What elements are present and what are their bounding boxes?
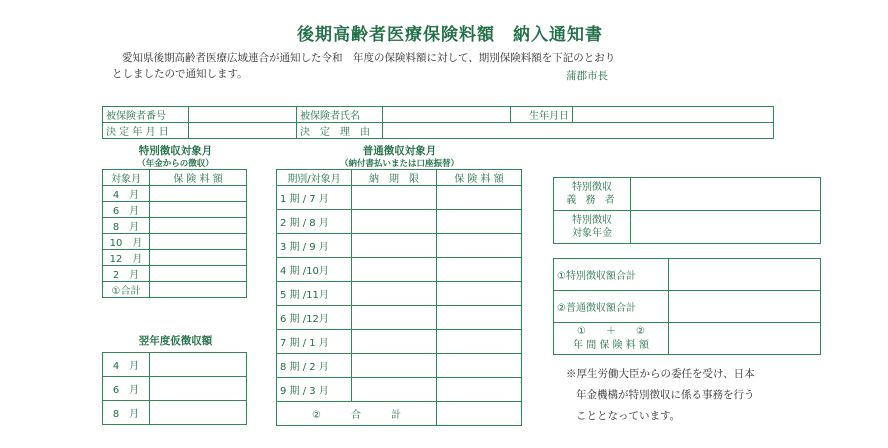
col-period-header: 期別/対象月 (277, 170, 352, 186)
insured-number-value[interactable] (189, 107, 297, 123)
next-year-month: 6 月 (103, 377, 150, 401)
deadline-cell[interactable] (352, 210, 437, 234)
intro-line-2: としましたので通知します。 (112, 68, 248, 80)
pension-label (554, 211, 631, 244)
col-amount-header: 保 険 料 額 (437, 170, 522, 186)
decision-reason-label: 決 定 理 由 (297, 123, 383, 139)
special-month-row: 2 月 (103, 266, 150, 282)
period-label: 9 期 / 3 月 (277, 378, 352, 402)
next-year-amount[interactable] (150, 401, 247, 425)
birth-date-value[interactable] (573, 107, 774, 123)
obligor-label (554, 178, 631, 211)
amount-cell[interactable] (437, 330, 522, 354)
note-line-2: 年金機構が特別徴収に係る事務を行う (576, 389, 755, 401)
annual-total-label (554, 323, 669, 355)
obligor-label-line1: 特別徴収 (572, 182, 612, 193)
next-year-amount[interactable] (150, 377, 247, 401)
deadline-cell[interactable] (352, 306, 437, 330)
deadline-cell[interactable] (352, 234, 437, 258)
next-year-title: 翌年度仮徴収額 (138, 335, 213, 347)
ordinary-collection-title: 普通徴収対象月 (362, 145, 437, 157)
special-total-summary-value[interactable] (669, 259, 821, 291)
special-collection-subtitle: （年金からの徴収） (137, 159, 214, 169)
decision-reason-value[interactable] (383, 123, 774, 139)
annual-total-caption: 年 間 保 険 料 額 (573, 339, 649, 351)
special-month-row: 8 月 (103, 218, 150, 234)
decision-date-label: 決 定 年 月 日 (103, 123, 189, 139)
insured-number-label: 被保険者番号 (103, 107, 189, 123)
deadline-cell[interactable] (352, 186, 437, 210)
ordinary-collection-subtitle: （納付書払いまたは口座振替） (339, 159, 459, 169)
period-label: 7 期 / 1 月 (277, 330, 352, 354)
pension-value[interactable] (631, 211, 821, 244)
amount-cell[interactable] (437, 282, 522, 306)
annual-total-value[interactable] (669, 323, 821, 355)
amount-cell[interactable] (437, 306, 522, 330)
next-year-amount[interactable] (150, 353, 247, 377)
deadline-cell[interactable] (352, 330, 437, 354)
note-line-3: こととなっています。 (576, 410, 681, 422)
deadline-cell[interactable] (352, 378, 437, 402)
special-amount-cell[interactable] (150, 250, 247, 266)
deadline-cell[interactable] (352, 282, 437, 306)
period-label: 6 期 /12月 (277, 306, 352, 330)
totals-table (553, 258, 821, 355)
special-month-row: 12 月 (103, 250, 150, 266)
special-collection-title: 特別徴収対象月 (138, 145, 213, 157)
special-amount-cell[interactable] (150, 218, 247, 234)
amount-cell[interactable] (437, 378, 522, 402)
col-month-header: 対象月 (103, 170, 150, 186)
special-amount-cell[interactable] (150, 202, 247, 218)
intro-line-1: 愛知県後期高齢者医療広域連合が通知した令和 年度の保険料額に対して、期別保険料額を下記のとおり (122, 52, 616, 64)
next-year-table (102, 352, 247, 425)
obligor-label-line2: 義 務 者 (566, 195, 618, 206)
period-label: 8 期 / 2 月 (277, 354, 352, 378)
period-label: 3 期 / 9 月 (277, 234, 352, 258)
document-title: 後期高齢者医療保険料額 納入通知書 (297, 25, 603, 45)
birth-date-label: 生年月日 (511, 107, 573, 123)
pension-label-line2: 対象年金 (572, 228, 612, 239)
special-amount-cell[interactable] (150, 266, 247, 282)
amount-cell[interactable] (437, 234, 522, 258)
next-year-month: 4 月 (103, 353, 150, 377)
issuer-name: 蒲郡市長 (566, 70, 608, 82)
special-amount-cell[interactable] (150, 234, 247, 250)
amount-cell[interactable] (437, 210, 522, 234)
special-amount-cell[interactable] (150, 186, 247, 202)
amount-cell[interactable] (437, 186, 522, 210)
obligor-table (553, 177, 821, 244)
ordinary-total-label: ② 合 計 (277, 402, 437, 426)
special-collection-table (102, 169, 247, 298)
note-line-1: ※厚生労働大臣からの委任を受け、日本 (566, 368, 755, 380)
annual-total-formula: ① ＋ ② (577, 325, 645, 337)
amount-cell[interactable] (437, 258, 522, 282)
decision-date-value[interactable] (189, 123, 297, 139)
period-label: 4 期 /10月 (277, 258, 352, 282)
period-label: 1 期 / 7 月 (277, 186, 352, 210)
pension-label-line1: 特別徴収 (572, 215, 612, 226)
ordinary-total-cell[interactable] (437, 402, 522, 426)
special-total-summary-label: ①特別徴収額合計 (554, 259, 669, 291)
amount-cell[interactable] (437, 354, 522, 378)
deadline-cell[interactable] (352, 258, 437, 282)
col-deadline-header: 納 期 限 (352, 170, 437, 186)
period-label: 2 期 / 8 月 (277, 210, 352, 234)
obligor-value[interactable] (631, 178, 821, 211)
special-month-row: 4 月 (103, 186, 150, 202)
period-label: 5 期 /11月 (277, 282, 352, 306)
insured-name-value[interactable] (383, 107, 511, 123)
special-month-row: 10 月 (103, 234, 150, 250)
ordinary-total-summary-label: ②普通徴収額合計 (554, 291, 669, 323)
ordinary-collection-table (276, 169, 522, 426)
special-month-row: 6 月 (103, 202, 150, 218)
col-amount-header: 保 険 料 額 (150, 170, 247, 186)
special-total-label: ①合計 (103, 282, 150, 298)
special-total-cell[interactable] (150, 282, 247, 298)
deadline-cell[interactable] (352, 354, 437, 378)
insured-name-label: 被保険者氏名 (297, 107, 383, 123)
note-block (566, 364, 755, 427)
next-year-month: 8 月 (103, 401, 150, 425)
ordinary-total-summary-value[interactable] (669, 291, 821, 323)
insured-info-table (102, 106, 774, 139)
